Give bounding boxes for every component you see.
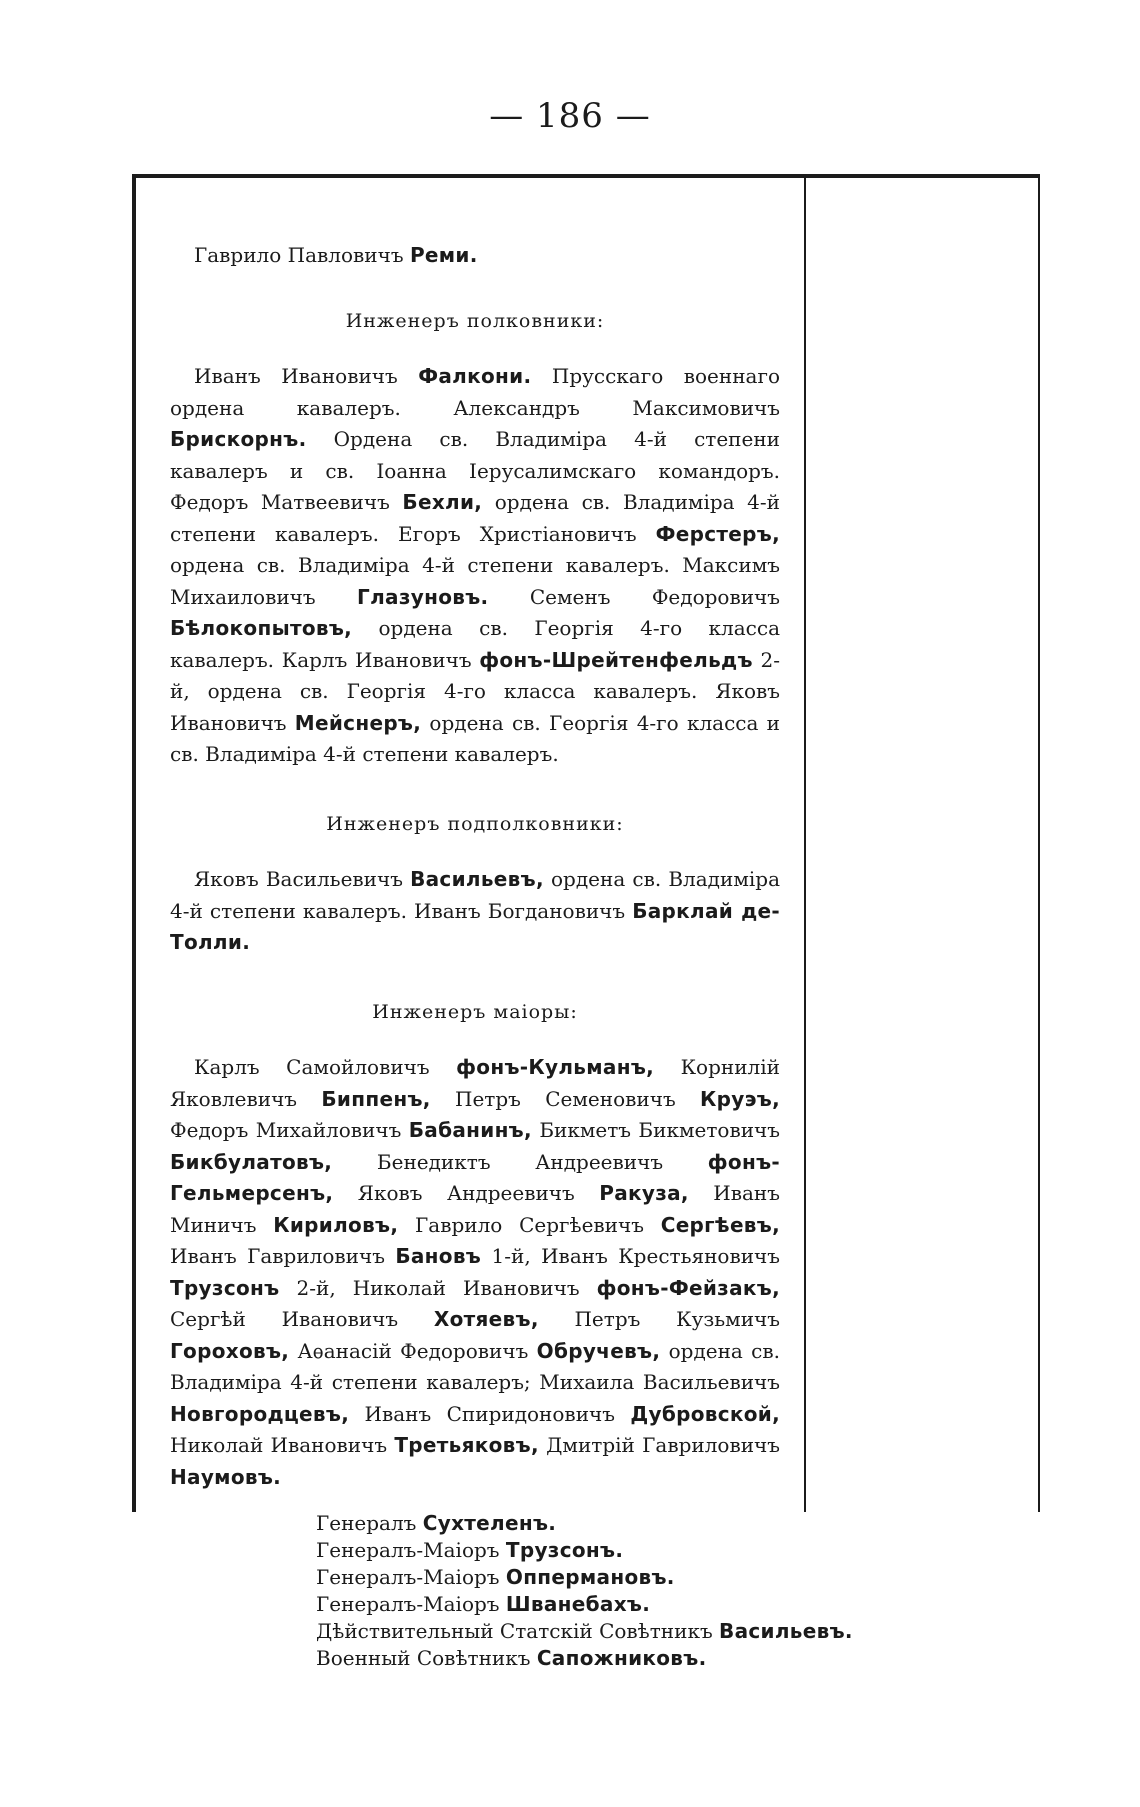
section-heading: Инженеръ подполковники:: [326, 812, 624, 835]
text-run: 1-й, Иванъ Крестьяновичъ: [481, 1244, 780, 1268]
surname: Бѣлокопытовъ,: [170, 616, 353, 640]
rank: Генералъ-Маіоръ: [316, 1565, 506, 1589]
text-run: Иванъ Спиридоновичъ: [349, 1401, 631, 1426]
surname: Бикбулатовъ,: [170, 1149, 333, 1174]
surname: Обручевъ,: [536, 1338, 661, 1363]
frame-top-rule: [132, 174, 1040, 178]
text-run: Иванъ Ивановичъ: [194, 364, 419, 388]
text-run: Федоръ Михайловичъ: [170, 1118, 409, 1142]
text-run: Бикметъ Бикметовичъ: [531, 1118, 780, 1142]
frame-column-divider: [804, 176, 806, 1512]
text-run: Карлъ Самойловичъ: [194, 1055, 457, 1079]
footnote-line: [316, 1510, 1096, 1537]
surname: Сухтеленъ.: [422, 1511, 557, 1535]
surname: Бановъ: [395, 1244, 482, 1268]
surname: Сапожниковъ.: [536, 1646, 707, 1670]
section-colonels: [170, 306, 780, 771]
footnote-line: [316, 1645, 1096, 1672]
page-number: — 186 —: [489, 96, 651, 136]
text-run: Николай Ивановичъ: [170, 1433, 395, 1457]
footnote-line: [316, 1537, 1096, 1564]
text-run: Иванъ Миничъ: [170, 1181, 780, 1237]
frame-left-rule: [132, 174, 136, 1512]
surname: Новгородцевъ,: [170, 1401, 350, 1426]
surname: Дубровской,: [630, 1401, 780, 1426]
surname: Кириловъ,: [273, 1212, 399, 1237]
section-body: [170, 864, 780, 959]
rank: Генералъ-Маіоръ: [316, 1592, 506, 1616]
surname: фонъ-Гельмерсенъ,: [170, 1149, 780, 1205]
surname: Ракуза,: [599, 1181, 689, 1205]
text-run: Ордена св. Владиміра 4-й степени кавалеръ и св. Іоанна Іерусалимскаго командоръ. Федоръ Матвеевичъ: [170, 427, 780, 514]
text-run: Петръ Кузьмичъ: [538, 1307, 780, 1331]
surname: Барклай де-Толли.: [170, 898, 780, 954]
surname: Васильевъ.: [719, 1619, 853, 1643]
lead-entry: [170, 240, 780, 272]
text-run: ордена св. Владиміра 4-й степени кавалеръ; Михаила Васильевичъ: [170, 1338, 781, 1394]
text-run: ордена св. Владиміра 4-й степени кавалеръ. Максимъ Михаиловичъ: [170, 553, 780, 609]
surname: Хотяевъ,: [433, 1307, 539, 1331]
lead-name: Гаврило Павловичъ: [194, 243, 404, 267]
surname: Сергѣевъ,: [660, 1212, 780, 1237]
surname: Васильевъ,: [410, 867, 544, 891]
surname: Брискорнъ.: [170, 427, 307, 451]
text-run: ордена св. Владиміра 4-й степени кавалеръ. Егоръ Христіановичъ: [170, 490, 780, 546]
text-run: Дмитрій Гавриловичъ: [538, 1433, 780, 1457]
surname: Трузсонъ.: [505, 1538, 624, 1562]
section-body: [170, 1052, 780, 1493]
surname: Шванебахъ.: [505, 1592, 651, 1616]
text-run: ордена св. Георгія 4-го класса и св. Владиміра 4-й степени кавалеръ.: [170, 710, 780, 766]
surname: Ферстеръ,: [655, 521, 780, 546]
surname: Бабанинъ,: [408, 1118, 532, 1142]
lead-surname: Реми.: [409, 243, 478, 267]
text-run: Корнилій Яковлевичъ: [170, 1055, 780, 1111]
section-body: [170, 361, 780, 771]
section-majors: [170, 997, 780, 1494]
surname: фонъ-Фейзакъ,: [596, 1275, 780, 1300]
text-run: 2-й, ордена св. Георгія 4-го класса кавалеръ. Яковъ Ивановичъ: [170, 647, 780, 735]
text-run: ордена св. Владиміра 4-й степени кавалеръ. Иванъ Богдановичъ: [170, 867, 781, 923]
text-run: Семенъ Федоровичъ: [488, 584, 780, 609]
text-run: Яковъ Андреевичъ: [333, 1181, 600, 1205]
surname: фонъ-Кульманъ,: [456, 1055, 655, 1079]
text-run: Сергѣй Ивановичъ: [170, 1307, 434, 1331]
section-heading: Инженеръ полковники:: [345, 309, 605, 332]
text-run: 2-й, Николай Ивановичъ: [279, 1275, 597, 1300]
rank: Генералъ: [316, 1511, 423, 1535]
rank: Дѣйствительный Статскій Совѣтникъ: [316, 1619, 720, 1643]
text-run: ордена св. Георгія 4-го класса кавалеръ. Карлъ Ивановичъ: [170, 616, 780, 672]
surname: Круэъ,: [700, 1086, 780, 1111]
footnote-line: [316, 1618, 1096, 1645]
surname: Третьяковъ,: [394, 1433, 539, 1457]
surname: Биппенъ,: [321, 1086, 431, 1111]
text-run: Бенедиктъ Андреевичъ: [332, 1149, 708, 1174]
frame-right-rule: [1038, 176, 1040, 1512]
surname: фонъ-Шрейтенфельдъ: [479, 647, 753, 672]
text-run: Яковъ Васильевичъ: [194, 867, 411, 891]
text-run: Аѳанасій Федоровичъ: [289, 1338, 537, 1363]
text-run: Иванъ Гавриловичъ: [170, 1244, 396, 1268]
surname: Гороховъ,: [170, 1338, 290, 1363]
surname: Фалкони.: [418, 364, 532, 388]
footnote-line: [316, 1564, 1096, 1591]
surname: Мейснеръ,: [294, 710, 422, 735]
surname: Трузсонъ: [170, 1275, 280, 1300]
surname: Бехли,: [402, 490, 483, 514]
surname: Оппермановъ.: [505, 1565, 675, 1589]
rank: Генералъ-Маіоръ: [316, 1538, 506, 1562]
text-run: Гаврило Сергѣевичъ: [398, 1212, 661, 1237]
surname: Наумовъ.: [170, 1464, 282, 1489]
section-lieutenant-colonels: [170, 809, 780, 959]
text-run: Прусскаго военнаго ордена кавалеръ. Александръ Максимовичъ: [170, 364, 780, 420]
section-heading: Инженеръ маіоры:: [372, 1000, 578, 1023]
rank: Военный Совѣтникъ: [316, 1646, 537, 1670]
main-column: [170, 240, 780, 1531]
footnotes: [316, 1510, 1096, 1672]
text-run: Петръ Семеновичъ: [430, 1086, 701, 1111]
footnote-line: [316, 1591, 1096, 1618]
surname: Глазуновъ.: [357, 584, 489, 609]
